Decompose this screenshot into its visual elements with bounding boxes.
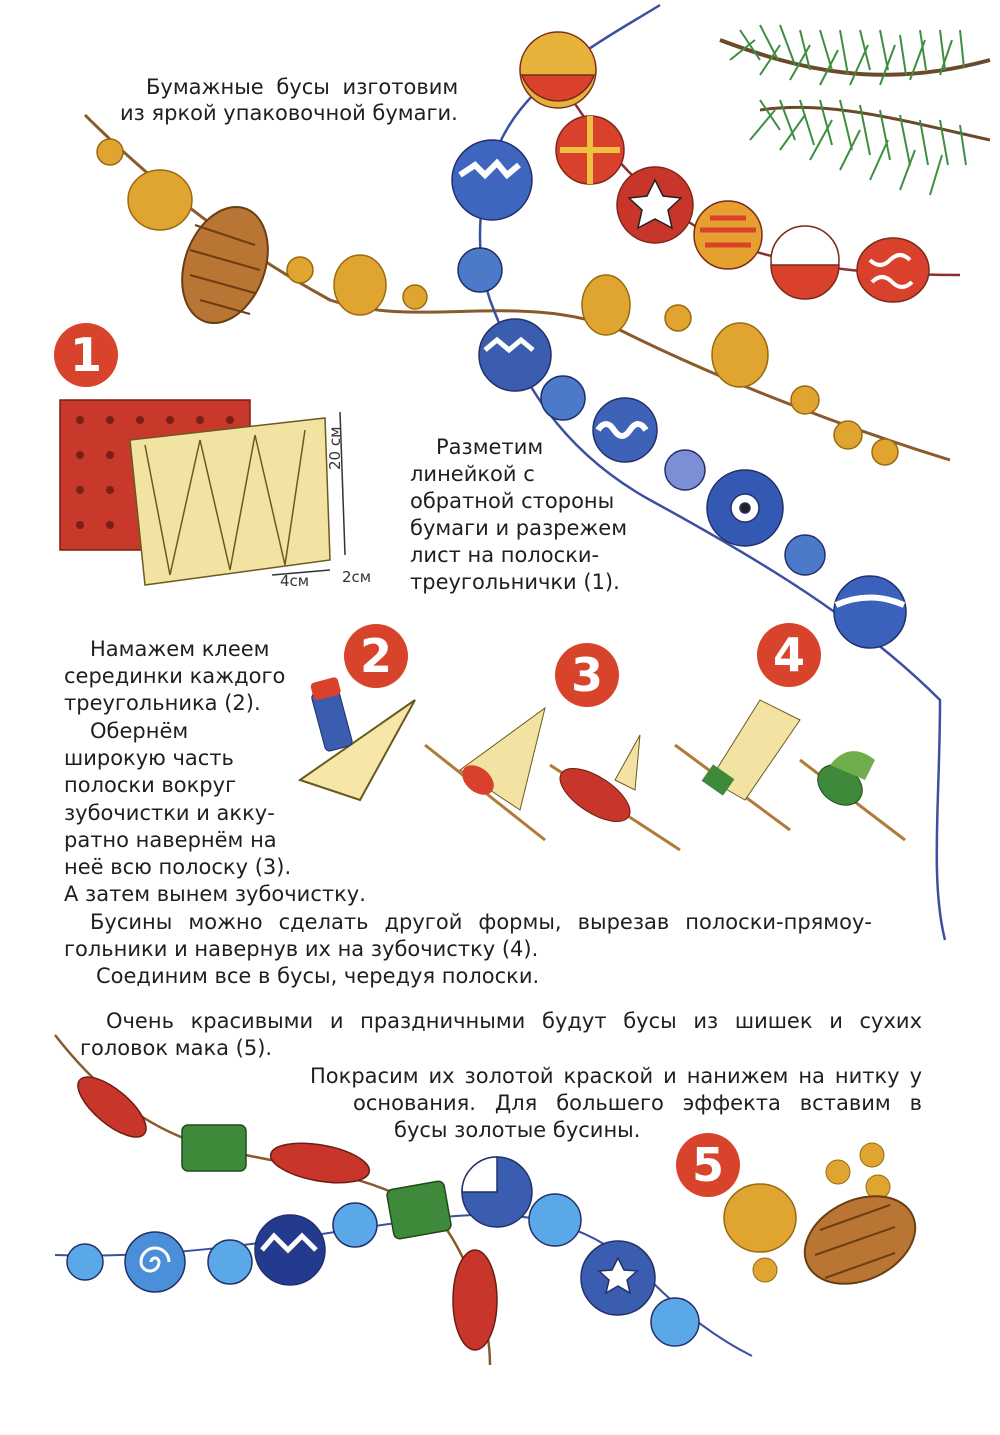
step-4-roll-illustration <box>675 700 905 840</box>
poppy-line-1: Очень красивыми и праздничными будут бусы из шишек и сухих <box>106 1009 922 1033</box>
wrap-line-2: широкую часть <box>64 746 234 770</box>
fir-branch-icon <box>720 25 990 195</box>
mark-line-2: линейкой с <box>410 462 535 486</box>
mark-line-5: лист на полоски- <box>410 543 600 567</box>
join-line-1: Соединим все в бусы, чередуя полоски. <box>96 964 540 988</box>
wrap-line-7: А затем вынем зубочистку. <box>64 882 366 906</box>
shape-line-1: Бусины можно сделать другой формы, вырезав полоски-прямоу- <box>90 910 872 934</box>
poppy-line-2: головок мака (5). <box>80 1036 273 1060</box>
step-1-badge: 1 <box>54 323 118 387</box>
mark-line-6: треугольнички (1). <box>410 570 620 594</box>
step-1-paper-illustration <box>60 400 345 585</box>
wrap-line-4: зубочистки и акку- <box>64 801 275 825</box>
dimension-height: 20 см <box>326 426 344 470</box>
paint-line-1: Покрасим их золотой краской и нанижем на нитку у <box>310 1064 922 1088</box>
intro-line-1: Бумажные бусы изготовим <box>146 75 459 99</box>
step-3-roll-illustration <box>425 708 680 850</box>
wrap-line-6: неё всю полоску (3). <box>64 855 292 879</box>
step-5-badge: 5 <box>676 1133 740 1197</box>
dimension-width-b: 2см <box>342 568 372 586</box>
glue-line-3: треугольника (2). <box>64 691 261 715</box>
wrap-line-5: ратно навернём на <box>64 828 277 852</box>
step-5-poppy-cone-illustration <box>724 1143 929 1301</box>
mark-line-4: бумаги и разрежем <box>410 516 628 540</box>
paint-line-2: основания. Для большего эффекта вставим в <box>353 1091 922 1115</box>
shape-line-2: гольники и навернув их на зубочистку (4). <box>64 937 539 961</box>
step-3-badge: 3 <box>555 643 619 707</box>
mark-line-1: Разметим <box>436 435 544 459</box>
step-4-badge: 4 <box>757 623 821 687</box>
mark-line-3: обратной стороны <box>410 489 615 513</box>
wrap-line-3: полоски вокруг <box>64 773 237 797</box>
paint-line-3: бусы золотые бусины. <box>394 1118 641 1142</box>
dimension-width-a: 4см <box>280 572 310 590</box>
glue-line-1: Намажем клеем <box>90 637 270 661</box>
glue-line-2: серединки каждого <box>64 664 286 688</box>
step-2-glue-illustration <box>300 676 415 800</box>
intro-line-2: из яркой упаковочной бумаги. <box>120 101 458 125</box>
step-2-badge: 2 <box>344 624 408 688</box>
wrap-line-1: Обернём <box>90 719 189 743</box>
